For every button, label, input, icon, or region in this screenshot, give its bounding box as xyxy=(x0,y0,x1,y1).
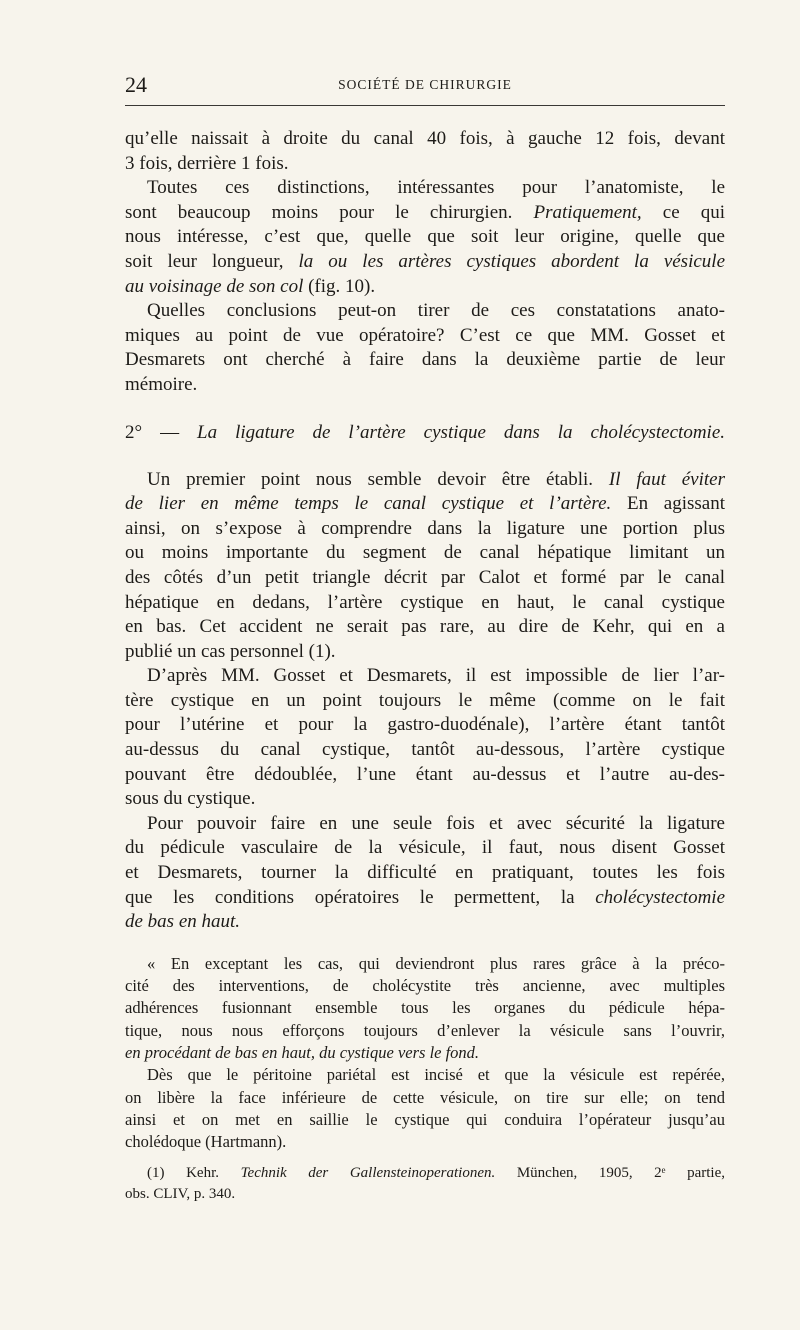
footnote xyxy=(125,1163,725,1204)
text-run: sont beaucoup moins pour le chirurgien. xyxy=(125,201,513,223)
text-run: München, 1905, 2ᵉ partie, xyxy=(516,1165,725,1182)
text-line: ainsi, on s’expose à comprendre dans la ligature une portion plus xyxy=(125,517,725,539)
text-line: du pédicule vasculaire de la vésicule, il faut, nous disent Gosset xyxy=(125,837,725,859)
text-run: (1) Kehr. xyxy=(147,1165,219,1182)
text-line: sous du cystique. xyxy=(125,788,256,810)
text-line: au-dessus du canal cystique, tantôt au-dessous, l’artère cystique xyxy=(125,739,725,761)
text-line: Toutes ces distinctions, intéressantes pour l’anatomiste, le xyxy=(147,177,725,199)
text-line: Desmarets ont cherché à faire dans la deuxième partie de leur xyxy=(125,349,725,371)
text-run: En agissant xyxy=(626,493,725,515)
text-line xyxy=(125,492,725,517)
text-line: Quelles conclusions peut-on tirer de ces constatations anato- xyxy=(147,300,725,322)
emphasis: Il faut éviter xyxy=(608,468,725,490)
emphasis: Technik der Gallensteinoperationen. xyxy=(240,1165,496,1182)
section-title: La ligature de l’artère cystique dans la cholécystectomie. xyxy=(197,421,726,443)
quote-line: ainsi et on met en saillie le cystique qui conduira l’opérateur jusqu’au xyxy=(125,1109,725,1129)
text-line: Pour pouvoir faire en une seule fois et avec sécurité la ligature xyxy=(147,812,725,834)
text-line: des côtés d’un petit triangle décrit par Calot et formé par le canal xyxy=(125,566,725,588)
footnote-line xyxy=(125,1163,725,1184)
emphasis: en procédant de bas en haut, du cystique vers le fond. xyxy=(125,1043,480,1062)
quote-line: cité des interventions, de cholécystite très ancienne, avec multiples xyxy=(125,976,725,996)
text-line: D’après MM. Gosset et Desmarets, il est impossible de lier l’ar- xyxy=(147,665,725,687)
page-header xyxy=(125,70,725,100)
quote-line: cholédoque (Hartmann). xyxy=(125,1132,287,1152)
body-text xyxy=(125,127,725,1204)
text-line: miques au point de vue opératoire? C’est ce que MM. Gosset et xyxy=(125,324,725,346)
text-run: Un premier point nous semble devoir être établi. xyxy=(147,468,594,490)
paragraph xyxy=(125,176,725,299)
text-line xyxy=(125,275,725,300)
paragraph xyxy=(125,812,725,935)
paragraph xyxy=(125,127,725,176)
emphasis: la ou les artères cystiques abordent la vésicule xyxy=(298,250,725,272)
text-line: pour l’utérine et pour la gastro-duodénale), l’artère étant tantôt xyxy=(125,714,725,736)
text-line: et Desmarets, tourner la difficulté en pratiquant, toutes les fois xyxy=(125,862,725,884)
text-line: nous intéresse, c’est que, quelle que soit leur origine, quelle que xyxy=(125,226,725,248)
emphasis: de lier en même temps le canal cystique et l’artère. xyxy=(125,493,612,515)
text-line xyxy=(125,468,725,493)
header-rule xyxy=(125,105,725,106)
paragraph xyxy=(125,664,725,812)
emphasis: cholécystectomie xyxy=(595,886,725,908)
text-line xyxy=(125,250,725,275)
text-line: mémoire. xyxy=(125,373,198,395)
text-run: soit leur longueur, xyxy=(125,250,284,272)
text-line xyxy=(125,910,725,935)
text-run: que les conditions opératoires le permettent, la xyxy=(125,886,575,908)
text-line: 3 fois, derrière 1 fois. xyxy=(125,152,289,174)
block-quote xyxy=(125,953,725,1154)
text-line: ou moins importante du segment de canal hépatique limitant un xyxy=(125,542,725,564)
text-line: en bas. Cet accident ne serait pas rare, au dire de Kehr, qui en a xyxy=(125,616,725,638)
quote-line: Dès que le péritoine pariétal est incisé et que la vésicule est repérée, xyxy=(147,1065,725,1085)
quote-line: « En exceptant les cas, qui deviendront plus rares grâce à la préco- xyxy=(147,953,725,973)
section-number: 2° xyxy=(125,421,143,443)
text-line xyxy=(125,886,725,911)
quote-line: adhérences fusionnant ensemble tous les organes du pédicule hépa- xyxy=(125,998,725,1018)
text-line: pouvant être dédoublée, l’une étant au-dessus et l’autre au-des- xyxy=(125,763,725,785)
paragraph xyxy=(125,299,725,397)
footnote-line: obs. CLIV, p. 340. xyxy=(125,1185,236,1202)
section-dash: — xyxy=(160,421,180,443)
quote-line xyxy=(125,1042,725,1064)
text-run: (fig. 10). xyxy=(308,275,376,297)
running-head: SOCIÉTÉ DE CHIRURGIE xyxy=(338,77,512,92)
emphasis: Pratiquement, xyxy=(533,201,642,223)
text-line: qu’elle naissait à droite du canal 40 fois, à gauche 12 fois, devant xyxy=(125,128,725,149)
paragraph xyxy=(125,468,725,665)
quote-line: tique, nous nous efforçons toujours d’enlever la vésicule sans l’ouvrir, xyxy=(125,1020,725,1040)
emphasis: de bas en haut. xyxy=(125,911,241,933)
text-line xyxy=(125,201,725,226)
quote-line: on libère la face inférieure de cette vésicule, on tire sur elle; on tend xyxy=(125,1087,725,1107)
page-number: 24 xyxy=(125,72,147,97)
section-heading xyxy=(125,421,725,445)
text-run: ce qui xyxy=(662,201,725,223)
text-line: hépatique en dedans, l’artère cystique en haut, le canal cystique xyxy=(125,591,725,613)
text-line: publié un cas personnel (1). xyxy=(125,640,336,662)
emphasis: au voisinage de son col xyxy=(125,275,304,297)
text-line: tère cystique en un point toujours le même (comme on le fait xyxy=(125,689,725,711)
